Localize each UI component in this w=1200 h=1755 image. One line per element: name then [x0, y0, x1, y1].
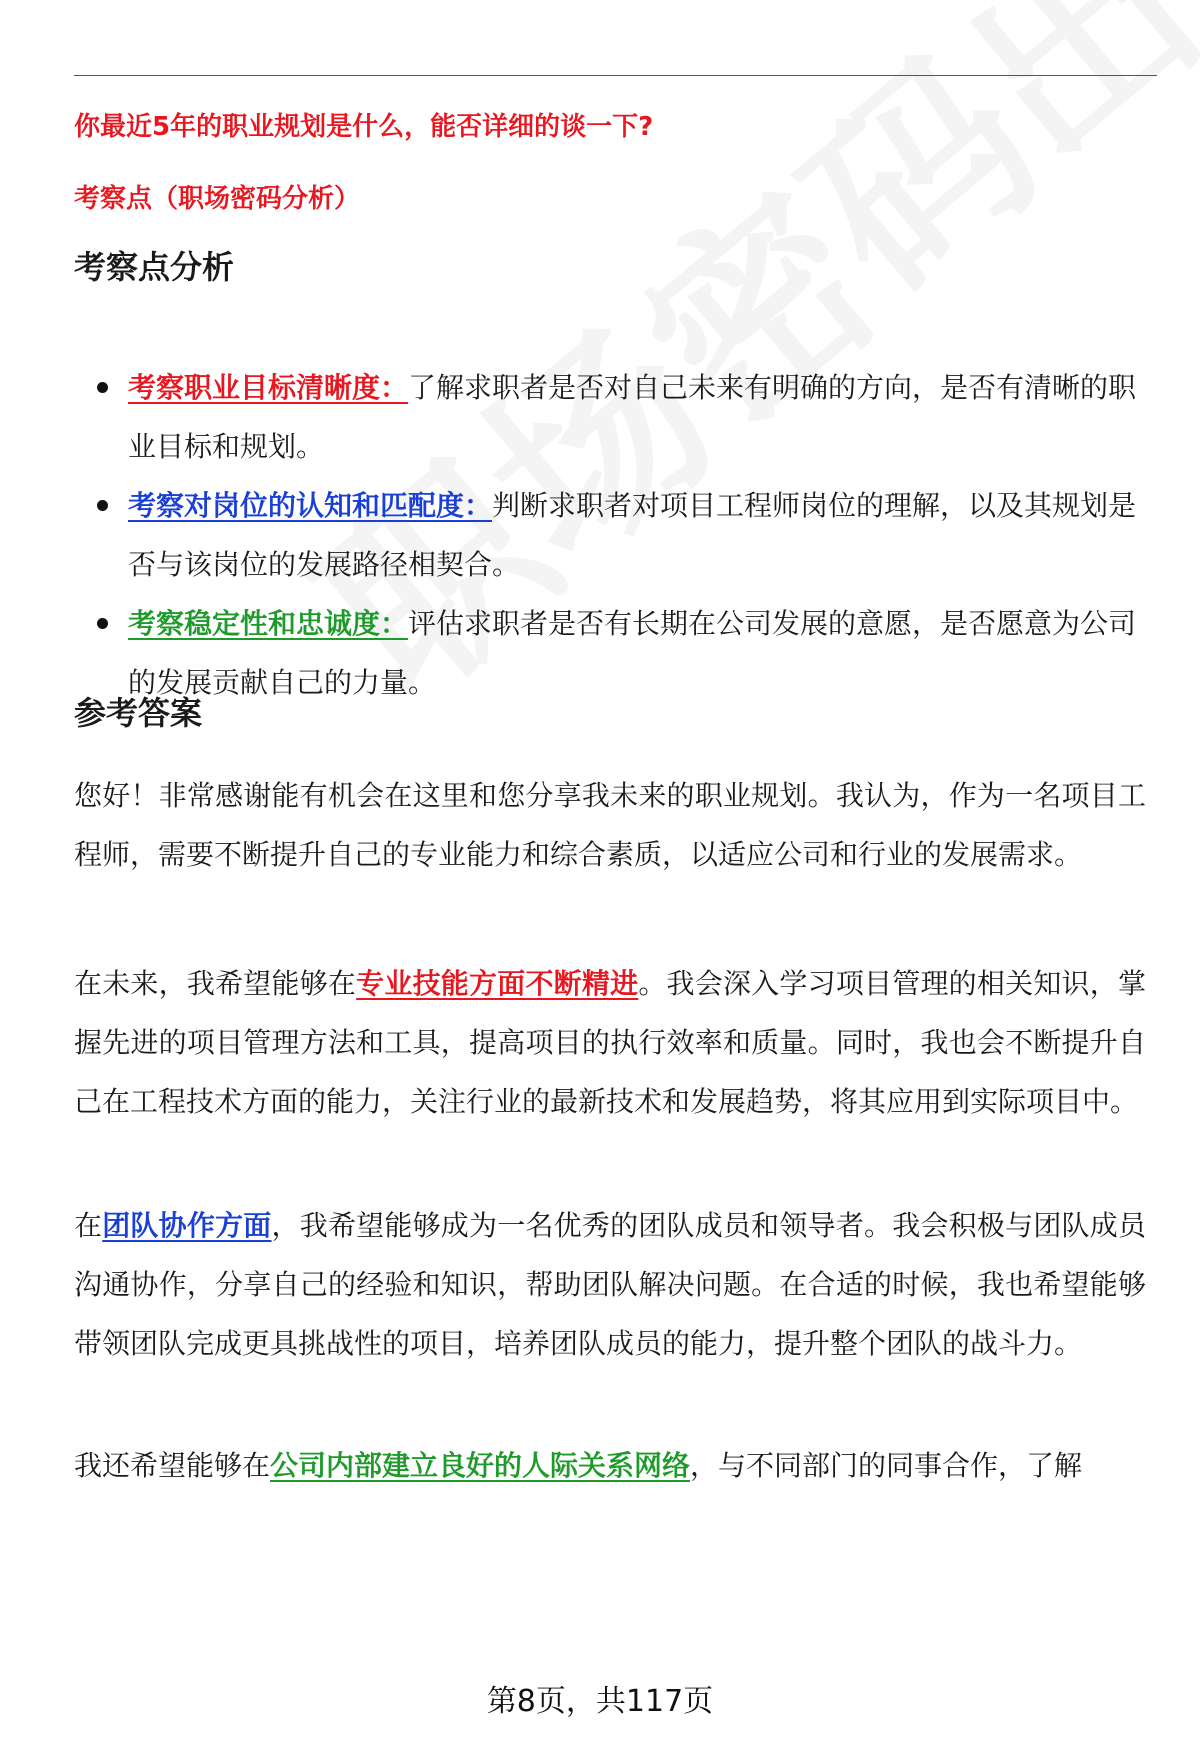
item-text: 了解求职者是否对自己未来有明确的方向，是否有清晰的职业目标和规划。 [128, 371, 1137, 463]
bullet-icon [97, 382, 108, 393]
analysis-list [74, 358, 1140, 712]
text-span: ，我希望能够成为一名优秀的团队成员和领导者。我会积极与团队成员沟通协作，分享自己的经验和知识，帮助团队解决问题。在合适的时候，我也希望能够带领团队完成更具挑战性的项目，培养团队成员的能力，提升整个团队的战斗力。 [74, 1209, 1146, 1360]
keyword-clarity: 考察职业目标清晰度： [128, 371, 409, 404]
answer-paragraph-1: 您好！非常感谢能有机会在这里和您分享我未来的职业规划。我认为，作为一名项目工程师，需要不断提升自己的专业能力和综合素质，以适应公司和行业的发展需求。 [74, 779, 1146, 871]
text-span: 在 [74, 1209, 103, 1242]
bullet-icon [97, 618, 108, 629]
list-item [74, 476, 1140, 594]
answer-heading: 参考答案 [74, 694, 203, 732]
item-text: 判断求职者对项目工程师岗位的理解，以及其规划是否与该岗位的发展路径相契合。 [128, 489, 1137, 581]
text-span: 我还希望能够在 [74, 1449, 271, 1482]
text-span: 。我会深入学习项目管理的相关知识，掌握先进的项目管理方法和工具，提高项目的执行效率和质量。同时，我也会不断提升自己在工程技术方面的能力，关注行业的最新技术和发展趋势，将其应用到实际项目中。 [74, 967, 1146, 1118]
item-text: 评估求职者是否有长期在公司发展的意愿，是否愿意为公司的发展贡献自己的力量。 [128, 607, 1137, 699]
subheading: 考察点（职场密码分析） [74, 184, 361, 214]
keyword-stability: 考察稳定性和忠诚度： [128, 607, 409, 640]
text-span: 在未来，我希望能够在 [74, 967, 357, 1000]
keyword-fit: 考察对岗位的认知和匹配度： [128, 489, 493, 522]
list-item [74, 358, 1140, 476]
answer-paragraph-3 [74, 1196, 1146, 1373]
page-number: 第8页，共117页 [486, 1684, 714, 1719]
keyword-skills: 专业技能方面不断精进 [356, 967, 639, 1000]
text-span: ，与不同部门的同事合作，了解 [690, 1449, 1083, 1482]
header-divider [74, 75, 1157, 76]
question-title: 你最近5年的职业规划是什么，能否详细的谈一下? [74, 112, 654, 142]
list-item [74, 594, 1140, 712]
bullet-icon [97, 500, 108, 511]
answer-paragraph-4 [74, 1436, 1146, 1495]
analysis-heading: 考察点分析 [74, 248, 235, 286]
keyword-teamwork: 团队协作方面 [102, 1209, 272, 1242]
keyword-network: 公司内部建立良好的人际关系网络 [270, 1449, 691, 1482]
answer-paragraph-2 [74, 954, 1146, 1131]
